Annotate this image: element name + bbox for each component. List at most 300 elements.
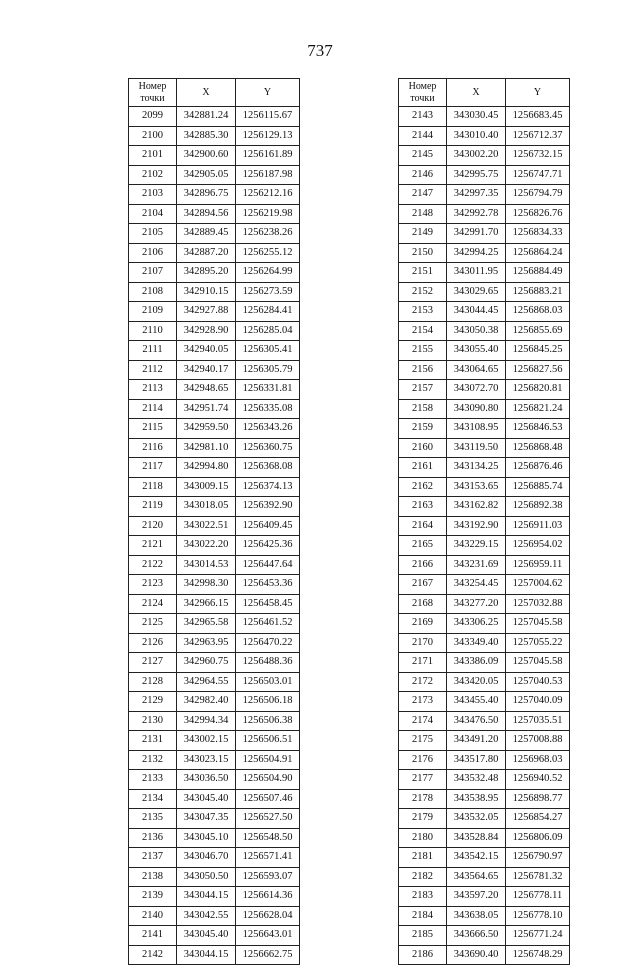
x-coordinate-cell: 342963.95 [177,633,236,653]
table-row [129,575,300,595]
y-coordinate-cell: 1256876.46 [506,458,570,478]
x-coordinate-cell: 342994.34 [177,711,236,731]
point-number-cell: 2177 [399,770,447,790]
point-number-cell: 2173 [399,692,447,712]
point-header-line2: точки [140,92,165,104]
y-coordinate-cell: 1257055.22 [506,633,570,653]
point-number-cell: 2119 [129,497,177,517]
point-number-cell: 2109 [129,302,177,322]
y-coordinate-cell: 1256845.25 [506,341,570,361]
y-coordinate-cell: 1256868.48 [506,438,570,458]
x-header: X [447,79,506,107]
y-coordinate-cell: 1256284.41 [236,302,300,322]
table-row [129,263,300,283]
x-coordinate-cell: 343022.20 [177,536,236,556]
point-number-cell: 2134 [129,789,177,809]
point-number-cell: 2150 [399,243,447,263]
table-row [399,438,570,458]
x-coordinate-cell: 343044.45 [447,302,506,322]
point-number-cell: 2100 [129,126,177,146]
point-number-cell: 2148 [399,204,447,224]
table-row [129,107,300,127]
x-coordinate-cell: 343254.45 [447,575,506,595]
y-coordinate-cell: 1256855.69 [506,321,570,341]
x-coordinate-cell: 343666.50 [447,926,506,946]
y-coordinate-cell: 1256827.56 [506,360,570,380]
table-row [129,906,300,926]
y-coordinate-cell: 1256968.03 [506,750,570,770]
x-coordinate-cell: 342965.58 [177,614,236,634]
y-coordinate-cell: 1256219.98 [236,204,300,224]
x-coordinate-cell: 343386.09 [447,653,506,673]
point-number-cell: 2132 [129,750,177,770]
point-number-cell: 2155 [399,341,447,361]
y-coordinate-cell: 1256820.81 [506,380,570,400]
y-coordinate-cell: 1256161.89 [236,146,300,166]
table-row [129,497,300,517]
y-coordinate-cell: 1257045.58 [506,653,570,673]
x-coordinate-cell: 343011.95 [447,263,506,283]
y-coordinate-cell: 1256781.32 [506,867,570,887]
table-row [399,497,570,517]
x-coordinate-cell: 342910.15 [177,282,236,302]
table-row [399,204,570,224]
x-coordinate-cell: 343030.45 [447,107,506,127]
y-coordinate-cell: 1256821.24 [506,399,570,419]
x-coordinate-cell: 342887.20 [177,243,236,263]
x-coordinate-cell: 342994.80 [177,458,236,478]
table-row [399,536,570,556]
y-coordinate-cell: 1257040.53 [506,672,570,692]
point-number-cell: 2117 [129,458,177,478]
point-number-cell: 2154 [399,321,447,341]
table-row [129,653,300,673]
y-coordinate-cell: 1256115.67 [236,107,300,127]
table-row [399,653,570,673]
table-row [399,614,570,634]
point-number-header [129,79,177,107]
table-row [129,302,300,322]
y-coordinate-cell: 1256864.24 [506,243,570,263]
table-row [399,126,570,146]
y-coordinate-cell: 1256778.10 [506,906,570,926]
y-coordinate-cell: 1256628.04 [236,906,300,926]
x-coordinate-cell: 342896.75 [177,185,236,205]
y-coordinate-cell: 1256712.37 [506,126,570,146]
point-header-line1: Номер [408,80,437,92]
x-coordinate-cell: 343009.15 [177,477,236,497]
x-coordinate-cell: 343036.50 [177,770,236,790]
x-coordinate-cell: 343108.95 [447,419,506,439]
point-number-cell: 2131 [129,731,177,751]
x-coordinate-cell: 342959.50 [177,419,236,439]
x-coordinate-cell: 343072.70 [447,380,506,400]
x-coordinate-cell: 343045.10 [177,828,236,848]
table-row [399,945,570,965]
y-coordinate-cell: 1257004.62 [506,575,570,595]
y-coordinate-cell: 1256506.18 [236,692,300,712]
x-coordinate-cell: 342951.74 [177,399,236,419]
table-row [129,458,300,478]
table-row [399,282,570,302]
x-coordinate-cell: 343517.80 [447,750,506,770]
table-row [399,926,570,946]
table-row [129,185,300,205]
x-coordinate-cell: 343638.05 [447,906,506,926]
x-coordinate-cell: 343050.38 [447,321,506,341]
table-row [399,887,570,907]
table-row [129,360,300,380]
x-coordinate-cell: 342885.30 [177,126,236,146]
y-coordinate-cell: 1256504.90 [236,770,300,790]
table-header-row [129,79,300,107]
point-number-cell: 2166 [399,555,447,575]
point-number-cell: 2138 [129,867,177,887]
table-row [399,185,570,205]
y-coordinate-cell: 1256683.45 [506,107,570,127]
table-row [399,692,570,712]
y-coordinate-cell: 1256794.79 [506,185,570,205]
x-coordinate-cell: 343046.70 [177,848,236,868]
table-row [399,906,570,926]
x-coordinate-cell: 342982.40 [177,692,236,712]
x-coordinate-cell: 343349.40 [447,633,506,653]
x-coordinate-cell: 342905.05 [177,165,236,185]
y-header: Y [236,79,300,107]
y-header: Y [506,79,570,107]
point-number-cell: 2115 [129,419,177,439]
table-row [399,243,570,263]
table-row [129,380,300,400]
point-number-cell: 2168 [399,594,447,614]
point-number-cell: 2182 [399,867,447,887]
point-number-cell: 2133 [129,770,177,790]
table-row [129,399,300,419]
point-number-cell: 2185 [399,926,447,946]
x-coordinate-cell: 342998.30 [177,575,236,595]
y-coordinate-cell: 1256305.79 [236,360,300,380]
table-row [129,672,300,692]
point-number-cell: 2171 [399,653,447,673]
table-row [129,224,300,244]
point-number-cell: 2099 [129,107,177,127]
table-row [129,770,300,790]
point-number-cell: 2136 [129,828,177,848]
x-coordinate-cell: 343528.84 [447,828,506,848]
point-number-cell: 2184 [399,906,447,926]
x-coordinate-cell: 343010.40 [447,126,506,146]
x-coordinate-cell: 343532.05 [447,809,506,829]
x-coordinate-cell: 343064.65 [447,360,506,380]
table-row [129,731,300,751]
x-coordinate-cell: 343022.51 [177,516,236,536]
y-coordinate-cell: 1256368.08 [236,458,300,478]
table-row [129,789,300,809]
table-row [399,633,570,653]
table-row [399,809,570,829]
table-row [129,633,300,653]
table-row [129,945,300,965]
x-coordinate-cell: 342881.24 [177,107,236,127]
coordinates-table-left [128,78,300,965]
table-row [129,516,300,536]
table-row [129,126,300,146]
y-coordinate-cell: 1256806.09 [506,828,570,848]
table-row [129,419,300,439]
x-coordinate-cell: 343050.50 [177,867,236,887]
point-number-cell: 2147 [399,185,447,205]
point-number-cell: 2167 [399,575,447,595]
point-number-cell: 2179 [399,809,447,829]
y-coordinate-cell: 1256884.49 [506,263,570,283]
table-row [399,399,570,419]
y-coordinate-cell: 1256470.22 [236,633,300,653]
x-coordinate-cell: 343045.40 [177,789,236,809]
x-coordinate-cell: 343192.90 [447,516,506,536]
table-row [129,614,300,634]
x-coordinate-cell: 343029.65 [447,282,506,302]
y-coordinate-cell: 1256285.04 [236,321,300,341]
point-number-cell: 2120 [129,516,177,536]
y-coordinate-cell: 1256643.01 [236,926,300,946]
x-coordinate-cell: 342940.05 [177,341,236,361]
table-row [129,594,300,614]
table-row [399,789,570,809]
point-number-cell: 2178 [399,789,447,809]
table-row [399,477,570,497]
table-row [399,672,570,692]
y-coordinate-cell: 1256826.76 [506,204,570,224]
point-number-cell: 2108 [129,282,177,302]
point-number-cell: 2103 [129,185,177,205]
point-number-cell: 2139 [129,887,177,907]
x-coordinate-cell: 343690.40 [447,945,506,965]
y-coordinate-cell: 1256305.41 [236,341,300,361]
point-number-cell: 2102 [129,165,177,185]
table-row [129,536,300,556]
table-row [399,165,570,185]
x-coordinate-cell: 342895.20 [177,263,236,283]
point-number-cell: 2149 [399,224,447,244]
point-number-cell: 2110 [129,321,177,341]
x-coordinate-cell: 343090.80 [447,399,506,419]
x-coordinate-cell: 343420.05 [447,672,506,692]
point-number-cell: 2157 [399,380,447,400]
x-coordinate-cell: 342900.60 [177,146,236,166]
point-number-cell: 2180 [399,828,447,848]
x-coordinate-cell: 343044.15 [177,945,236,965]
table-row [399,516,570,536]
point-number-cell: 2113 [129,380,177,400]
table-row [399,341,570,361]
table-row [399,263,570,283]
x-coordinate-cell: 342994.25 [447,243,506,263]
point-number-cell: 2105 [129,224,177,244]
point-number-cell: 2111 [129,341,177,361]
y-coordinate-cell: 1256255.12 [236,243,300,263]
point-number-cell: 2146 [399,165,447,185]
table-row [129,321,300,341]
x-coordinate-cell: 343018.05 [177,497,236,517]
point-number-cell: 2112 [129,360,177,380]
x-coordinate-cell: 343023.15 [177,750,236,770]
x-coordinate-cell: 342966.15 [177,594,236,614]
x-coordinate-cell: 343542.15 [447,848,506,868]
table-row [129,438,300,458]
table-row [129,848,300,868]
point-number-cell: 2153 [399,302,447,322]
table-body-left [129,107,300,965]
point-number-cell: 2122 [129,555,177,575]
point-number-cell: 2129 [129,692,177,712]
point-number-cell: 2160 [399,438,447,458]
y-coordinate-cell: 1256264.99 [236,263,300,283]
point-number-cell: 2130 [129,711,177,731]
y-coordinate-cell: 1256503.01 [236,672,300,692]
y-coordinate-cell: 1256940.52 [506,770,570,790]
point-number-cell: 2125 [129,614,177,634]
y-coordinate-cell: 1256771.24 [506,926,570,946]
point-number-cell: 2161 [399,458,447,478]
y-coordinate-cell: 1256507.46 [236,789,300,809]
point-number-cell: 2101 [129,146,177,166]
table-row [129,809,300,829]
y-coordinate-cell: 1256959.11 [506,555,570,575]
table-row [399,828,570,848]
point-number-cell: 2121 [129,536,177,556]
y-coordinate-cell: 1256790.97 [506,848,570,868]
x-coordinate-cell: 342960.75 [177,653,236,673]
table-row [129,711,300,731]
point-number-cell: 2142 [129,945,177,965]
table-row [129,867,300,887]
x-coordinate-cell: 343231.69 [447,555,506,575]
table-row [399,770,570,790]
x-coordinate-cell: 343014.53 [177,555,236,575]
point-number-cell: 2164 [399,516,447,536]
table-row [399,458,570,478]
table-row [399,731,570,751]
point-number-cell: 2135 [129,809,177,829]
x-coordinate-cell: 343042.55 [177,906,236,926]
table-row [129,555,300,575]
table-row [129,243,300,263]
point-number-cell: 2176 [399,750,447,770]
y-coordinate-cell: 1256748.29 [506,945,570,965]
table-row [129,341,300,361]
y-coordinate-cell: 1256392.90 [236,497,300,517]
y-coordinate-cell: 1256129.13 [236,126,300,146]
x-coordinate-cell: 342991.70 [447,224,506,244]
y-coordinate-cell: 1256954.02 [506,536,570,556]
x-coordinate-cell: 343162.82 [447,497,506,517]
y-coordinate-cell: 1257032.88 [506,594,570,614]
y-coordinate-cell: 1256868.03 [506,302,570,322]
y-coordinate-cell: 1256732.15 [506,146,570,166]
x-coordinate-cell: 343491.20 [447,731,506,751]
y-coordinate-cell: 1256527.50 [236,809,300,829]
table-row [399,594,570,614]
point-header-line2: точки [410,92,435,104]
y-coordinate-cell: 1256488.36 [236,653,300,673]
x-coordinate-cell: 342928.90 [177,321,236,341]
y-coordinate-cell: 1256614.36 [236,887,300,907]
y-coordinate-cell: 1256885.74 [506,477,570,497]
table-row [399,360,570,380]
point-number-cell: 2123 [129,575,177,595]
table-row [129,165,300,185]
y-coordinate-cell: 1256343.26 [236,419,300,439]
table-row [399,107,570,127]
y-coordinate-cell: 1256747.71 [506,165,570,185]
x-coordinate-cell: 342940.17 [177,360,236,380]
table-row [399,146,570,166]
point-number-cell: 2140 [129,906,177,926]
y-coordinate-cell: 1256212.16 [236,185,300,205]
point-number-cell: 2172 [399,672,447,692]
point-number-cell: 2174 [399,711,447,731]
point-number-cell: 2145 [399,146,447,166]
point-number-cell: 2127 [129,653,177,673]
table-body-right [399,107,570,965]
y-coordinate-cell: 1256453.36 [236,575,300,595]
x-coordinate-cell: 342889.45 [177,224,236,244]
y-coordinate-cell: 1257040.09 [506,692,570,712]
x-coordinate-cell: 342964.55 [177,672,236,692]
table-row [399,848,570,868]
table-row [399,302,570,322]
table-row [399,224,570,244]
table-row [399,575,570,595]
x-coordinate-cell: 342981.10 [177,438,236,458]
x-coordinate-cell: 343564.65 [447,867,506,887]
x-coordinate-cell: 343532.48 [447,770,506,790]
x-coordinate-cell: 343277.20 [447,594,506,614]
x-coordinate-cell: 343002.20 [447,146,506,166]
point-number-cell: 2114 [129,399,177,419]
x-coordinate-cell: 343476.50 [447,711,506,731]
y-coordinate-cell: 1256571.41 [236,848,300,868]
x-coordinate-cell: 342927.88 [177,302,236,322]
y-coordinate-cell: 1256238.26 [236,224,300,244]
point-number-cell: 2152 [399,282,447,302]
point-number-cell: 2186 [399,945,447,965]
x-coordinate-cell: 343153.65 [447,477,506,497]
table-header-row [399,79,570,107]
point-number-cell: 2183 [399,887,447,907]
table-row [399,750,570,770]
x-coordinate-cell: 343047.35 [177,809,236,829]
y-coordinate-cell: 1256662.75 [236,945,300,965]
y-coordinate-cell: 1256409.45 [236,516,300,536]
point-number-cell: 2170 [399,633,447,653]
point-number-cell: 2181 [399,848,447,868]
y-coordinate-cell: 1256360.75 [236,438,300,458]
x-coordinate-cell: 343229.15 [447,536,506,556]
y-coordinate-cell: 1256335.08 [236,399,300,419]
x-header: X [177,79,236,107]
point-number-cell: 2116 [129,438,177,458]
point-number-cell: 2106 [129,243,177,263]
y-coordinate-cell: 1256506.51 [236,731,300,751]
x-coordinate-cell: 343119.50 [447,438,506,458]
y-coordinate-cell: 1256273.59 [236,282,300,302]
table-row [399,419,570,439]
point-number-cell: 2137 [129,848,177,868]
y-coordinate-cell: 1256593.07 [236,867,300,887]
y-coordinate-cell: 1257035.51 [506,711,570,731]
table-row [129,282,300,302]
